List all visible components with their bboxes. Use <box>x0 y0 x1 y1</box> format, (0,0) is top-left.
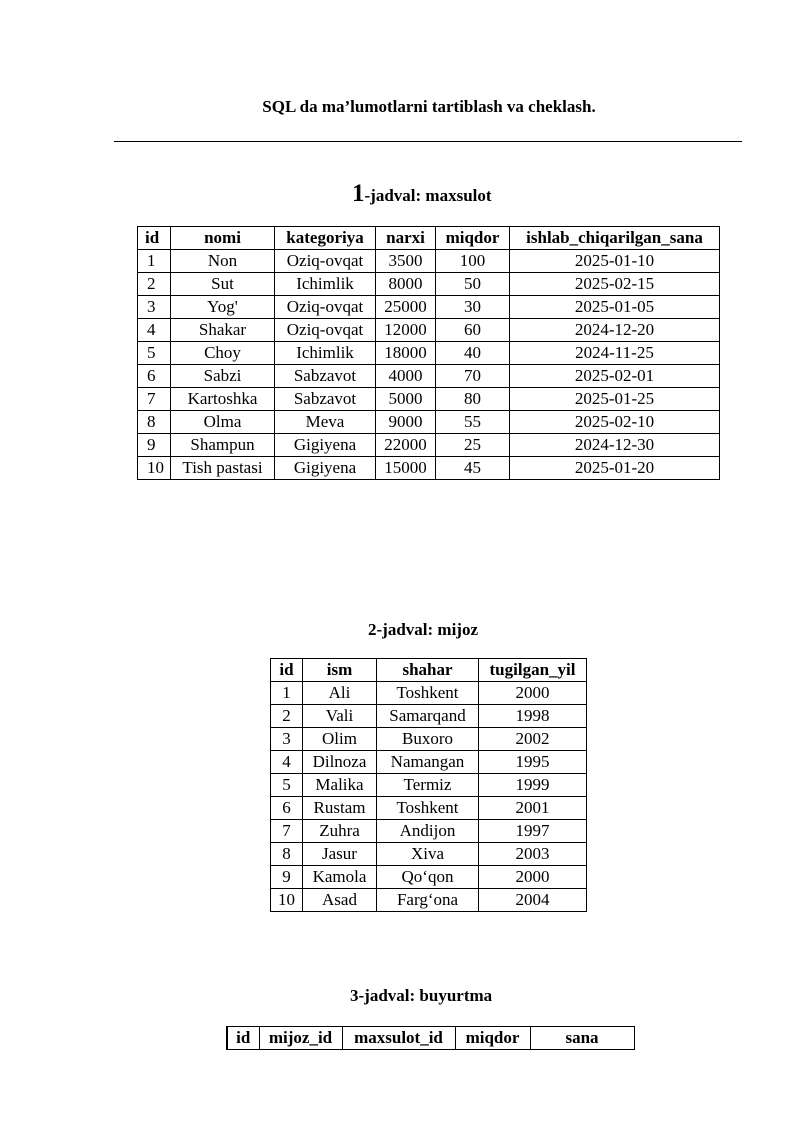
table-cell-miqdor: 50 <box>436 273 510 296</box>
table-cell-nomi: Kartoshka <box>171 388 275 411</box>
table-cell-narxi: 8000 <box>376 273 436 296</box>
table-cell-id: 5 <box>138 342 171 365</box>
table-cell-id: 3 <box>138 296 171 319</box>
table-cell-id: 6 <box>138 365 171 388</box>
table-row <box>271 751 587 774</box>
table-cell-id: 9 <box>138 434 171 457</box>
table-cell-shahar: Andijon <box>377 820 479 843</box>
table-cell-tugilgan-yil: 1997 <box>479 820 587 843</box>
table-cell-tugilgan-yil: 2002 <box>479 728 587 751</box>
table-cell-narxi: 5000 <box>376 388 436 411</box>
table-cell-ishlab-chiqarilgan-sana: 2024-12-20 <box>510 319 720 342</box>
column-header-narxi: narxi <box>376 227 436 250</box>
document-title: SQL da ma’lumotlarni tartiblash va cheklash. <box>262 97 596 116</box>
table-cell-kategoriya: Gigiyena <box>275 434 376 457</box>
table-cell-ism: Dilnoza <box>303 751 377 774</box>
table-cell-shahar: Xiva <box>377 843 479 866</box>
table-cell-id: 7 <box>271 820 303 843</box>
table-cell-tugilgan-yil: 2004 <box>479 889 587 912</box>
column-header-nomi: nomi <box>171 227 275 250</box>
table-cell-ishlab-chiqarilgan-sana: 2025-01-05 <box>510 296 720 319</box>
table-row <box>138 434 720 457</box>
table-row <box>271 889 587 912</box>
table-cell-narxi: 15000 <box>376 457 436 480</box>
table-cell-miqdor: 30 <box>436 296 510 319</box>
table-cell-shahar: Termiz <box>377 774 479 797</box>
table-cell-narxi: 9000 <box>376 411 436 434</box>
table-cell-shahar: Farg‘ona <box>377 889 479 912</box>
table-cell-shahar: Toshkent <box>377 797 479 820</box>
table-cell-id: 8 <box>138 411 171 434</box>
table-cell-miqdor: 60 <box>436 319 510 342</box>
column-header-miqdor: miqdor <box>455 1027 530 1050</box>
table-cell-id: 8 <box>271 843 303 866</box>
table-header-row <box>138 227 720 250</box>
table-cell-tugilgan-yil: 2000 <box>479 866 587 889</box>
table-cell-id: 7 <box>138 388 171 411</box>
table-cell-id: 5 <box>271 774 303 797</box>
table-cell-nomi: Choy <box>171 342 275 365</box>
table-cell-ism: Olim <box>303 728 377 751</box>
column-header-mijoz-id: mijoz_id <box>259 1027 342 1050</box>
table-row <box>138 319 720 342</box>
table-cell-miqdor: 25 <box>436 434 510 457</box>
table-cell-kategoriya: Ichimlik <box>275 342 376 365</box>
table-row <box>138 365 720 388</box>
table-cell-narxi: 3500 <box>376 250 436 273</box>
table-row <box>138 250 720 273</box>
table-cell-kategoriya: Oziq-ovqat <box>275 296 376 319</box>
table-row <box>138 342 720 365</box>
column-header-ism: ism <box>303 659 377 682</box>
table-cell-id: 4 <box>138 319 171 342</box>
table-cell-ishlab-chiqarilgan-sana: 2024-12-30 <box>510 434 720 457</box>
table-cell-tugilgan-yil: 1998 <box>479 705 587 728</box>
column-header-id: id <box>227 1027 259 1050</box>
table-cell-ishlab-chiqarilgan-sana: 2024-11-25 <box>510 342 720 365</box>
table-row <box>271 728 587 751</box>
table-cell-kategoriya: Gigiyena <box>275 457 376 480</box>
table-cell-ism: Asad <box>303 889 377 912</box>
table-cell-kategoriya: Sabzavot <box>275 365 376 388</box>
table-cell-narxi: 18000 <box>376 342 436 365</box>
table-cell-nomi: Shampun <box>171 434 275 457</box>
table-3-caption: 3-jadval: buyurtma <box>350 986 493 1005</box>
table-cell-miqdor: 45 <box>436 457 510 480</box>
table-cell-id: 3 <box>271 728 303 751</box>
table-cell-nomi: Non <box>171 250 275 273</box>
table-cell-ism: Rustam <box>303 797 377 820</box>
table-row <box>138 411 720 434</box>
table-cell-id: 1 <box>138 250 171 273</box>
table-cell-nomi: Sut <box>171 273 275 296</box>
table-cell-ism: Malika <box>303 774 377 797</box>
table-cell-id: 1 <box>271 682 303 705</box>
table-cell-ism: Vali <box>303 705 377 728</box>
table-cell-nomi: Shakar <box>171 319 275 342</box>
table-cell-narxi: 4000 <box>376 365 436 388</box>
table-cell-narxi: 22000 <box>376 434 436 457</box>
table-cell-miqdor: 55 <box>436 411 510 434</box>
table-row <box>138 388 720 411</box>
table-cell-miqdor: 100 <box>436 250 510 273</box>
table-cell-ishlab-chiqarilgan-sana: 2025-02-01 <box>510 365 720 388</box>
table-cell-shahar: Buxoro <box>377 728 479 751</box>
table-cell-id: 2 <box>138 273 171 296</box>
table-cell-kategoriya: Oziq-ovqat <box>275 250 376 273</box>
buyurtma-table <box>226 1026 635 1050</box>
mijoz-table <box>270 658 587 912</box>
table-row <box>271 705 587 728</box>
table-cell-ism: Jasur <box>303 843 377 866</box>
table-cell-tugilgan-yil: 1999 <box>479 774 587 797</box>
table-row <box>271 843 587 866</box>
table-row <box>138 296 720 319</box>
table-1-caption <box>352 180 492 208</box>
table-cell-nomi: Yog' <box>171 296 275 319</box>
column-header-shahar: shahar <box>377 659 479 682</box>
column-header-miqdor: miqdor <box>436 227 510 250</box>
table-cell-nomi: Sabzi <box>171 365 275 388</box>
table-cell-ishlab-chiqarilgan-sana: 2025-02-15 <box>510 273 720 296</box>
column-header-sana: sana <box>530 1027 634 1050</box>
table-row <box>138 457 720 480</box>
table-2-caption: 2-jadval: mijoz <box>368 620 479 639</box>
table-cell-id: 9 <box>271 866 303 889</box>
table-row <box>271 774 587 797</box>
column-header-kategoriya: kategoriya <box>275 227 376 250</box>
table-header-row <box>227 1027 634 1050</box>
table-cell-tugilgan-yil: 2000 <box>479 682 587 705</box>
table-cell-id: 10 <box>138 457 171 480</box>
table-cell-kategoriya: Sabzavot <box>275 388 376 411</box>
table-cell-narxi: 12000 <box>376 319 436 342</box>
table-cell-shahar: Namangan <box>377 751 479 774</box>
table-cell-id: 6 <box>271 797 303 820</box>
column-header-ishlab-chiqarilgan-sana: ishlab_chiqarilgan_sana <box>510 227 720 250</box>
table-cell-tugilgan-yil: 2001 <box>479 797 587 820</box>
table-cell-id: 4 <box>271 751 303 774</box>
table-cell-ishlab-chiqarilgan-sana: 2025-01-25 <box>510 388 720 411</box>
table-row <box>138 273 720 296</box>
table-cell-nomi: Tish pastasi <box>171 457 275 480</box>
table-cell-ism: Zuhra <box>303 820 377 843</box>
table-cell-nomi: Olma <box>171 411 275 434</box>
table-cell-shahar: Qo‘qon <box>377 866 479 889</box>
table-cell-kategoriya: Oziq-ovqat <box>275 319 376 342</box>
table-cell-miqdor: 80 <box>436 388 510 411</box>
table-cell-kategoriya: Ichimlik <box>275 273 376 296</box>
table-cell-miqdor: 40 <box>436 342 510 365</box>
column-header-id: id <box>138 227 171 250</box>
column-header-id: id <box>271 659 303 682</box>
column-header-maxsulot-id: maxsulot_id <box>342 1027 455 1050</box>
table-cell-ishlab-chiqarilgan-sana: 2025-02-10 <box>510 411 720 434</box>
table-cell-shahar: Samarqand <box>377 705 479 728</box>
table-cell-narxi: 25000 <box>376 296 436 319</box>
table-cell-ishlab-chiqarilgan-sana: 2025-01-20 <box>510 457 720 480</box>
column-header-tugilgan-yil: tugilgan_yil <box>479 659 587 682</box>
table-cell-miqdor: 70 <box>436 365 510 388</box>
table-header-row <box>271 659 587 682</box>
horizontal-rule <box>114 141 742 142</box>
table-cell-kategoriya: Meva <box>275 411 376 434</box>
table-cell-ishlab-chiqarilgan-sana: 2025-01-10 <box>510 250 720 273</box>
table-cell-tugilgan-yil: 1995 <box>479 751 587 774</box>
maxsulot-table <box>137 226 720 480</box>
table-1-caption-number: 1 <box>352 180 365 207</box>
table-cell-tugilgan-yil: 2003 <box>479 843 587 866</box>
table-cell-id: 2 <box>271 705 303 728</box>
table-cell-id: 10 <box>271 889 303 912</box>
table-row <box>271 682 587 705</box>
table-cell-shahar: Toshkent <box>377 682 479 705</box>
table-row <box>271 797 587 820</box>
table-cell-ism: Kamola <box>303 866 377 889</box>
table-row <box>271 820 587 843</box>
table-row <box>271 866 587 889</box>
table-cell-ism: Ali <box>303 682 377 705</box>
table-1-caption-text: -jadval: maxsulot <box>364 186 492 205</box>
